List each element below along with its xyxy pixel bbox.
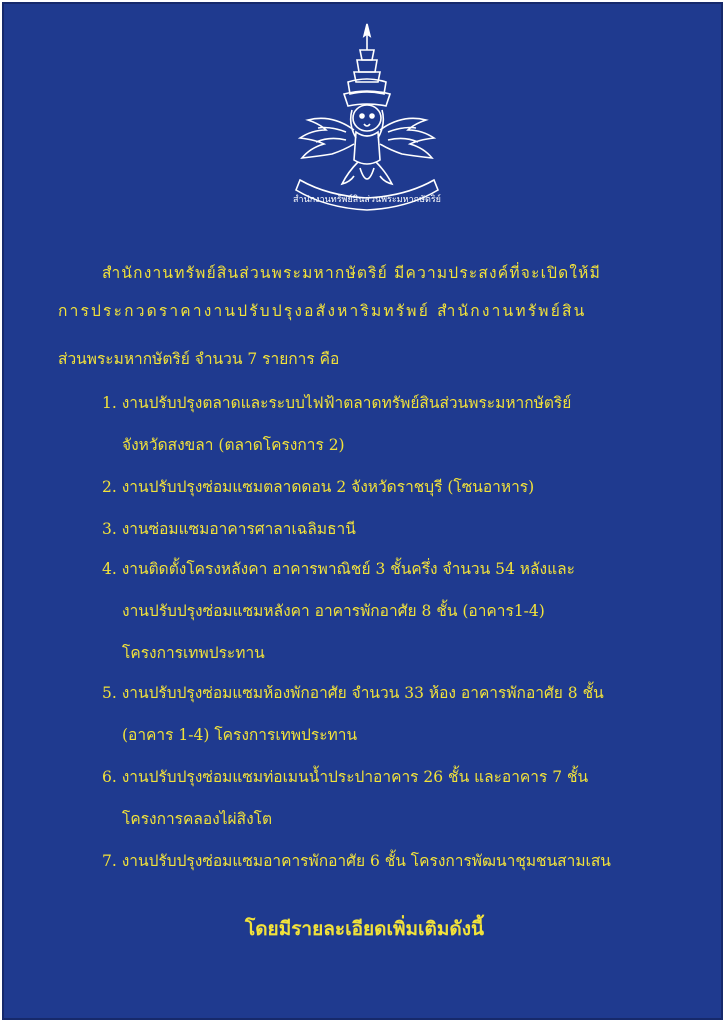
item-6-line-1: 6. งานปรับปรุงซ่อมแซมท่อเมนน้ำประปาอาคาร 26 ชั้น และอาคาร 7 ชั้น xyxy=(102,768,589,786)
item-1-line-1: 1. งานปรับปรุงตลาดและระบบไฟฟ้าตลาดทรัพย์สินส่วนพระมหากษัตริย์ xyxy=(102,394,572,412)
announcement-page xyxy=(2,2,723,1020)
item-6-line-2: โครงการคลองไผ่สิงโต xyxy=(122,810,273,828)
intro-line-1: สำนักงานทรัพย์สินส่วนพระมหากษัตริย์ มีความประสงค์ที่จะเปิดให้มี xyxy=(102,264,602,282)
item-4-line-3: โครงการเทพประทาน xyxy=(122,644,265,662)
item-4-line-2: งานปรับปรุงซ่อมแซมหลังคา อาคารพักอาศัย 8 ชั้น (อาคาร1-4) xyxy=(122,602,545,620)
intro-line-2: การประกวดราคางานปรับปรุงอสังหาริมทรัพย์ สำนักงานทรัพย์สิน xyxy=(58,302,587,320)
item-2-line-1: 2. งานปรับปรุงซ่อมแซมตลาดดอน 2 จังหวัดราชบุรี (โซนอาหาร) xyxy=(102,478,535,496)
item-4-line-1: 4. งานติดตั้งโครงหลังคา อาคารพาณิชย์ 3 ชั้นครึ่ง จำนวน 54 หลังและ xyxy=(102,560,575,578)
garuda-emblem-icon xyxy=(286,20,448,220)
item-3-line-1: 3. งานซ่อมแซมอาคารศาลาเฉลิมธานี xyxy=(102,520,356,538)
emblem-ribbon-text: สำนักงานทรัพย์สินส่วนพระมหากษัตริย์ xyxy=(293,195,441,205)
intro-line-3: ส่วนพระมหากษัตริย์ จำนวน 7 รายการ คือ xyxy=(58,350,340,368)
item-7-line-1: 7. งานปรับปรุงซ่อมแซมอาคารพักอาศัย 6 ชั้น โครงการพัฒนาชุมชนสามเสน xyxy=(102,852,611,870)
item-5-line-1: 5. งานปรับปรุงซ่อมแซมห้องพักอาศัย จำนวน 33 ห้อง อาคารพักอาศัย 8 ชั้น xyxy=(102,684,604,702)
item-1-line-2: จังหวัดสงขลา (ตลาดโครงการ 2) xyxy=(122,436,345,454)
details-heading: โดยมีรายละเอียดเพิ่มเติมดังนี้ xyxy=(245,918,484,940)
item-5-line-2: (อาคาร 1-4) โครงการเทพประทาน xyxy=(122,726,358,744)
